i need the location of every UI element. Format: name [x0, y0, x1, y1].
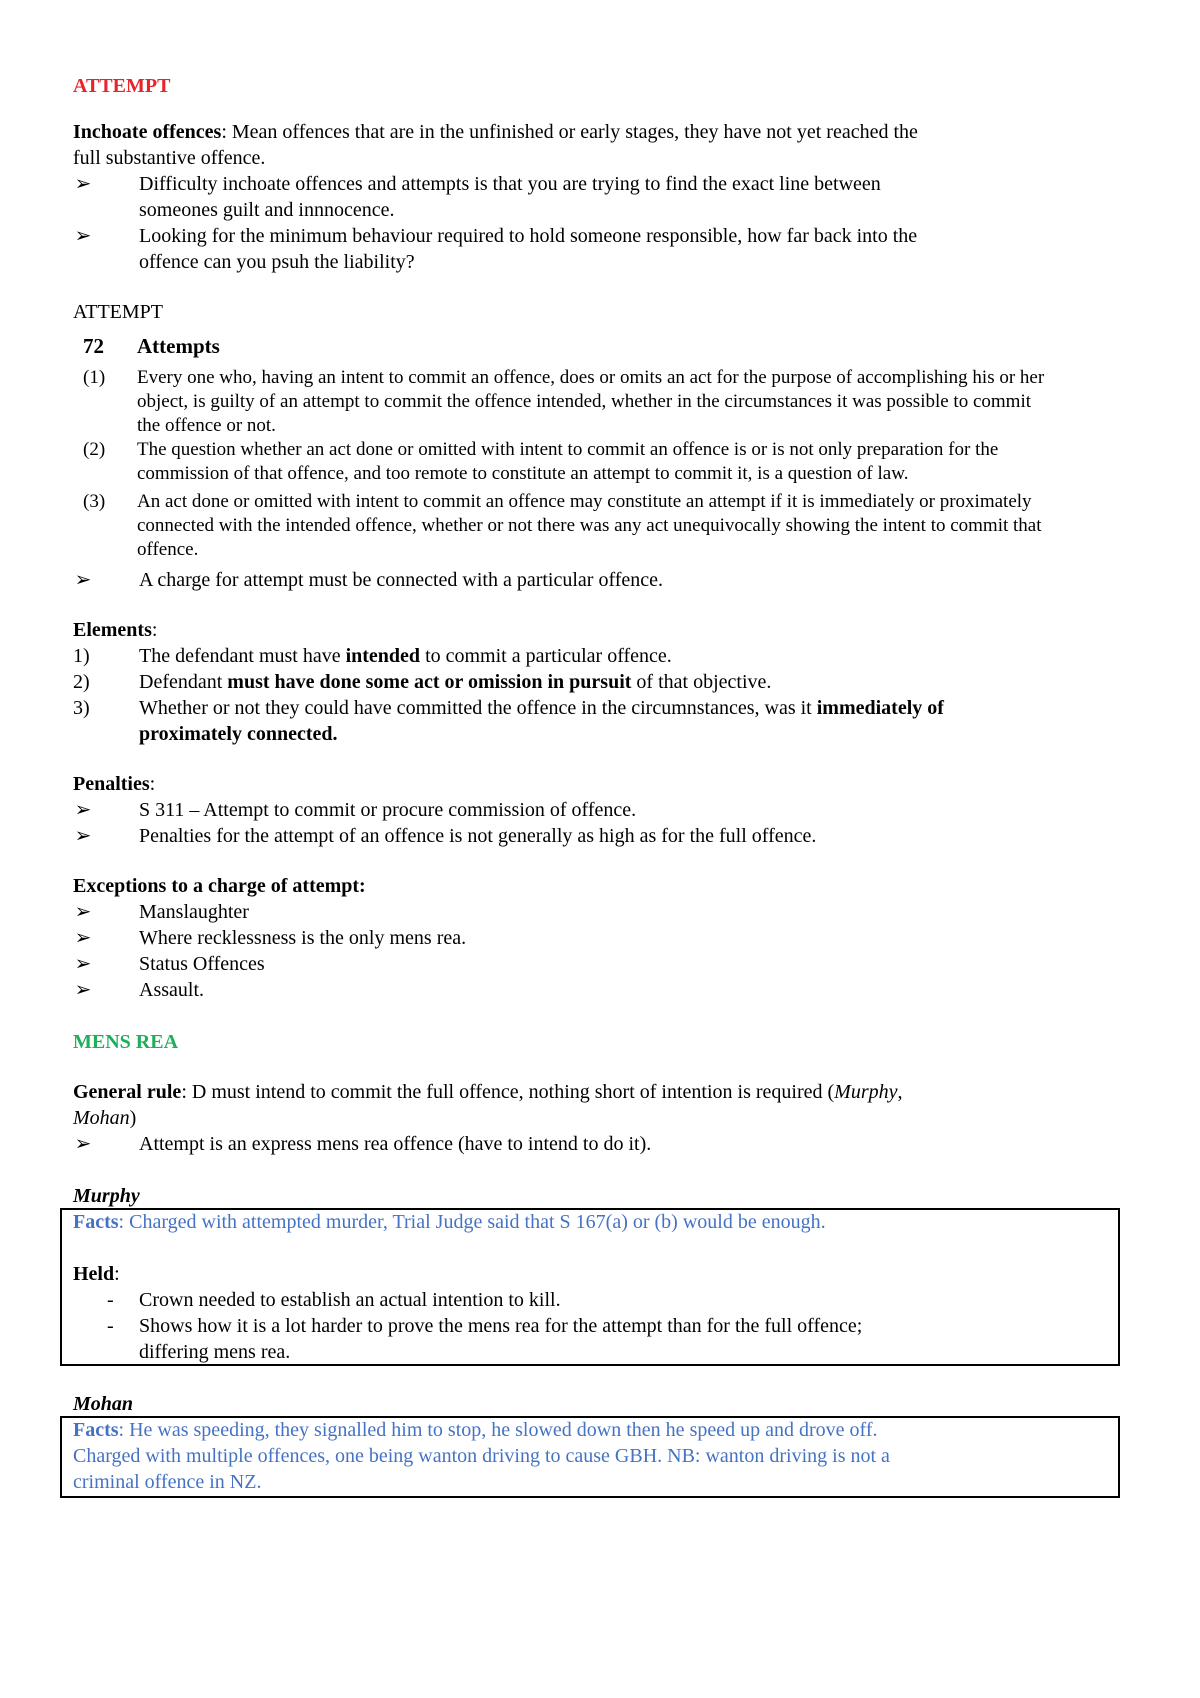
inchoate-term: Inchoate offences: [73, 121, 222, 143]
murphy-facts: Facts: Charged with attempted murder, Trial Judge said that S 167(a) or (b) would be enough.: [73, 1211, 826, 1233]
subsection-3: (3) An act done or omitted with intent to commit an offence may constitute an attempt if it is immediately or proximately connected with the intended offence, whether or not there was any act unequivocally showing the intent to commit that offence.: [83, 491, 1042, 560]
heading-attempt-2: ATTEMPT: [73, 301, 163, 323]
inchoate-definition: Inchoate offences: Mean offences that are in the unfinished or early stages, they have not yet reached the: [73, 121, 918, 143]
case-title-murphy: Murphy: [73, 1185, 140, 1207]
elements-heading: Elements:: [73, 619, 158, 641]
arrow-bullet-icon: ➢: [74, 173, 92, 195]
case-title-mohan: Mohan: [73, 1393, 134, 1415]
arrow-bullet-icon: ➢: [74, 825, 92, 847]
subsection-2: (2) The question whether an act done or omitted with intent to commit an offence is or is not only preparation for the commission of that offence, and too remote to constitute an attempt to commit it, is a question of law.: [83, 439, 999, 484]
section-72-title: 72 Attempts: [83, 334, 220, 358]
exceptions-heading: Exceptions to a charge of attempt:: [73, 875, 366, 897]
arrow-bullet-icon: ➢: [74, 979, 92, 1001]
inchoate-definition-cont: full substantive offence.: [73, 147, 266, 169]
arrow-bullet-icon: ➢: [74, 901, 92, 923]
murphy-held-heading: Held:: [73, 1263, 120, 1285]
heading-mens-rea: MENS REA: [73, 1031, 179, 1053]
arrow-bullet-icon: ➢: [74, 953, 92, 975]
arrow-bullet-icon: ➢: [74, 569, 92, 591]
mohan-facts: Facts: He was speeding, they signalled him to stop, he slowed down then he speed up and drove off.: [73, 1419, 878, 1441]
penalties-heading: Penalties:: [73, 773, 156, 795]
arrow-bullet-icon: ➢: [74, 1133, 92, 1155]
arrow-bullet-icon: ➢: [74, 799, 92, 821]
arrow-bullet-icon: ➢: [74, 225, 92, 247]
general-rule-cont: Mohan): [73, 1107, 137, 1129]
heading-attempt: ATTEMPT: [73, 75, 171, 97]
general-rule: General rule: D must intend to commit the full offence, nothing short of intention is required (Murphy,: [73, 1081, 903, 1103]
subsection-1: (1) Every one who, having an intent to commit an offence, does or omits an act for the purpose of accomplishing his or her object, is guilty of an attempt to commit the offence intended, whether in the circumstances it was possible to commit the offence or not.: [83, 367, 1045, 436]
arrow-bullet-icon: ➢: [74, 927, 92, 949]
